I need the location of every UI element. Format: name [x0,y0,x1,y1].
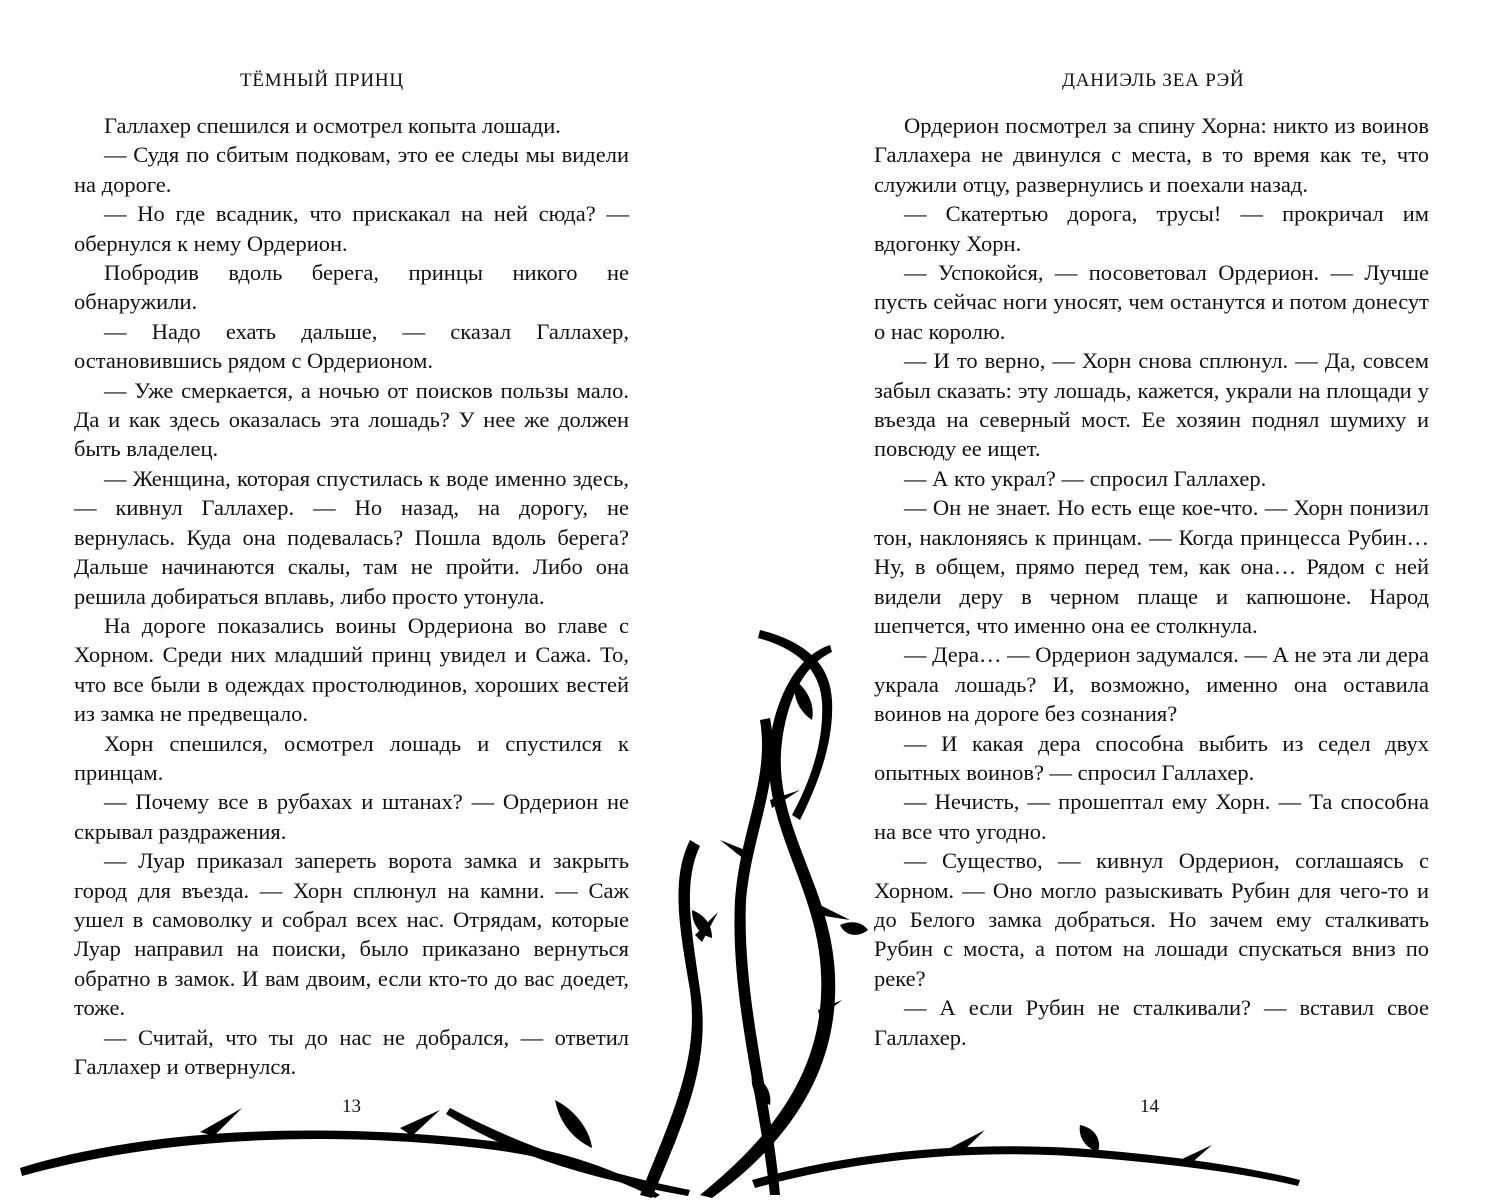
paragraph: Хорн спешился, осмотрел лошадь и спустился к принцам. [74,730,629,785]
paragraph: — А кто украл? — спросил Галлахер. [904,465,1267,491]
paragraph: Ордерион посмотрел за спину Хорна: никто из воинов Галлахера не двинулся с места, в то время как те, что служили отцу, развернулись и поехали назад. [874,113,1429,197]
right-page-text [874,111,1429,1052]
paragraph: — Нечисть, — прошептал ему Хорн. — Та способна на все что угодно. [874,789,1429,844]
paragraph: — Надо ехать дальше, — сказал Галлахер, остановившись рядом с Ордерионом. [74,318,629,374]
paragraph: — Женщина, которая спустилась к воде именно здесь, — кивнул Галлахер. — Но назад, на дорогу, не вернулась. Куда она подевалась? Пошла вдоль берега? Дальше начинаются скалы, там не пройти. Либо она решила добираться вплавь, либо просто утонула. [74,465,629,609]
paragraph: — И какая дера способна выбить из седел двух опытных воинов? — спросил Галлахер. [874,730,1429,785]
paragraph: — Дера… — Ордерион задумался. — А не эта ли дера украла лошадь? И, возможно, именно она оставила воинов на дороге без сознания? [874,642,1430,727]
paragraph: — Он не знает. Но есть еще кое-что. — Хорн понизил тон, наклоняясь к принцам. — Когда принцесса Рубин… Ну, в общем, прямо перед тем, как она… Рядом с ней видели деру в черном плаще и капюшоне. Народ шепчется, что именно она ее столкнула. [874,495,1429,638]
paragraph: — И то верно, — Хорн снова сплюнул. — Да, совсем забыл сказать: эту лошадь, кажется, украли на площади у въезда на северный мост. Ее хозяин поднял шумиху и повсюду ее ищет. [874,348,1429,462]
paragraph: — Существо, — кивнул Ордерион, соглашаясь с Хорном. — Оно могло разыскивать Рубин для чего-то и до Белого замка добраться. Но зачем ему сталкивать Рубин с моста, а потом на лошади спускаться вниз по реке? [874,848,1429,991]
paragraph: На дороге показались воины Ордериона во главе с Хорном. Среди них младший принц увидел и Сажа. То, что все были в одеждах простолюдинов, хороших вестей из замка не предвещало. [74,612,629,727]
paragraph: Побродив вдоль берега, принцы никого не обнаружили. [74,260,629,315]
running-head-right: ДАНИЭЛЬ ЗЕА РЭЙ [1062,70,1245,91]
paragraph: — Почему все в рубахах и штанах? — Ордерион не скрывал раздражения. [74,789,629,844]
page-number-left: 13 [342,1096,361,1117]
paragraph: — А если Рубин не сталкивали? — вставил свое Галлахер. [874,995,1429,1050]
paragraph: Галлахер спешился и осмотрел копыта лошади. [104,113,561,138]
paragraph: — Но где всадник, что прискакал на ней сюда? — обернулся к нему Ордерион. [74,201,629,256]
right-page [752,0,1503,1200]
paragraph: — Уже смеркается, а ночью от поисков пользы мало. Да и как здесь оказалась эта лошадь? У нее же должен быть владелец. [74,377,629,462]
page-number-right: 14 [1140,1096,1159,1117]
paragraph: — Луар приказал запереть ворота замка и закрыть город для въезда. — Хорн сплюнул на камни. — Саж ушел в самоволку и собрал всех нас. Отрядам, которые Луар направил на поиски, было приказано вернуться обратно в замок. И вам двоим, если кто-то до вас доедет, тоже. [74,848,629,1021]
left-page-text [74,111,629,1081]
paragraph: — Судя по сбитым подковам, это ее следы мы видели на дороге. [74,142,629,197]
running-head-left: ТЁМНЫЙ ПРИНЦ [240,70,404,91]
paragraph: — Успокойся, — посоветовал Ордерион. — Лучше пусть сейчас ноги уносят, чем останутся и потом донесут о нас королю. [874,260,1429,344]
paragraph: — Скатертью дорога, трусы! — прокричал им вдогонку Хорн. [874,201,1429,256]
paragraph: — Считай, что ты до нас не добрался, — ответил Галлахер и отвернулся. [74,1024,629,1079]
